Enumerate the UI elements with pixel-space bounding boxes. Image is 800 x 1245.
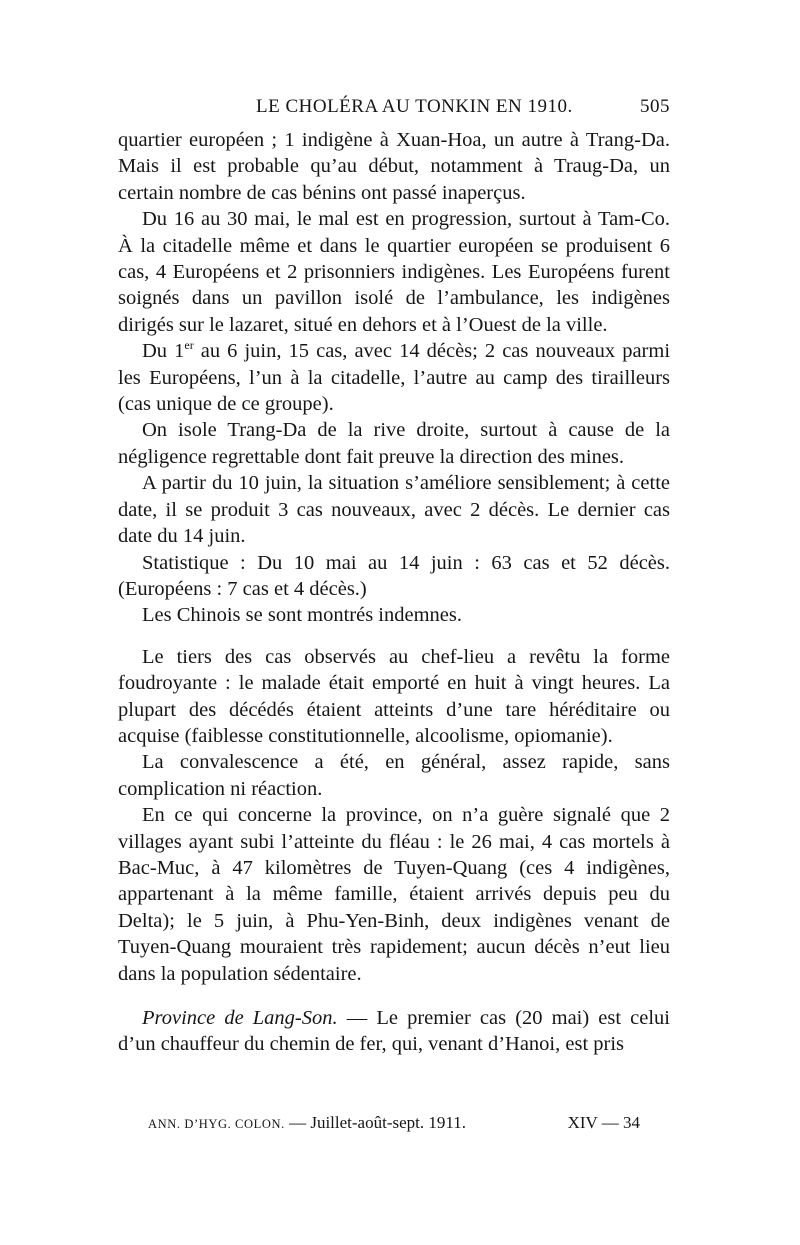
- journal-abbreviation: ANN. D’HYG. COLON.: [148, 1117, 285, 1131]
- page-footer: [148, 1110, 640, 1138]
- ordinal-superscript: er: [184, 338, 194, 353]
- paragraph-6: Statistique : Du 10 mai au 14 juin : 63 cas et 52 décès. (Européens : 7 cas et 4 décès.): [118, 551, 670, 600]
- body-text: [118, 127, 670, 1058]
- volume-signature: XIV — 34: [567, 1113, 640, 1132]
- issue-date: — Juillet-août-sept. 1911.: [289, 1113, 466, 1132]
- section-heading-lang-son: Province de Lang-Son.: [142, 1007, 338, 1029]
- paragraph-10: En ce qui concerne la province, on n’a guère signalé que 2 villages ayant subi l’atteinte du fléau : le 26 mai, 4 cas mortels à Bac-Muc, à 47 kilomètres de Tuyen-Quang (ces 4 indigènes, appartenant à la même famille, étaient arrivés depuis peu du Delta); le 5 juin, à Phu-Yen-Binh, deux indigènes venant de Tuyen-Quang mouraient très rapidement; aucun décès n’eut lieu dans la population sédentaire.: [118, 804, 670, 985]
- footer-citation: [148, 1113, 466, 1133]
- running-head: [118, 92, 670, 124]
- paragraph-3-lead: Du 1: [142, 340, 185, 363]
- page-number: 505: [640, 96, 670, 117]
- paragraph-2: Du 16 au 30 mai, le mal est en progression, surtout à Tam-Co. À la citadelle même et dans le quartier européen se produisent 6 cas, 4 Européens et 2 prisonniers indigènes. Les Européens furent soignés dans un pavillon isolé de l’ambulance, les indigènes dirigés sur le lazaret, situé en dehors et à l’Ouest de la ville.: [118, 208, 670, 336]
- paragraph-8: Le tiers des cas observés au chef-lieu a revêtu la forme foudroyante : le malade était emporté en huit à vingt heures. La plupart des décédés étaient atteints d’une tare héréditaire ou acquise (faiblesse constitutionnelle, alcoolisme, opiomanie).: [118, 645, 670, 747]
- paragraph-11: [118, 1005, 670, 1058]
- paragraph-4: On isole Trang-Da de la rive droite, surtout à cause de la négligence regrettable dont fait preuve la direction des mines.: [118, 419, 670, 468]
- paragraph-3: [118, 338, 670, 417]
- paragraph-1: quartier européen ; 1 indigène à Xuan-Hoa, un autre à Trang-Da. Mais il est probable qu’au début, notamment à Traug-Da, un certain nombre de cas bénins ont passé inaperçus.: [118, 129, 670, 204]
- running-title: LE CHOLÉRA AU TONKIN EN 1910.: [256, 96, 573, 117]
- paragraph-3-text: au 6 juin, 15 cas, avec 14 décès; 2 cas nouveaux parmi les Européens, l’un à la citadelle, l’autre au camp des tirailleurs (cas unique de ce groupe).: [118, 340, 671, 416]
- paragraph-9: La convalescence a été, en général, assez rapide, sans complication ni réaction.: [118, 751, 670, 800]
- paragraph-7: Les Chinois se sont montrés indemnes.: [142, 604, 463, 627]
- paragraph-11-text: — Le premier cas (20 mai) est celui d’un chauffeur du chemin de fer, qui, venant d’Hanoi, est pris: [118, 1007, 671, 1056]
- paragraph-5: A partir du 10 juin, la situation s’améliore sensiblement; à cette date, il se produit 3 cas nouveaux, avec 2 décès. Le dernier cas date du 14 juin.: [118, 472, 670, 548]
